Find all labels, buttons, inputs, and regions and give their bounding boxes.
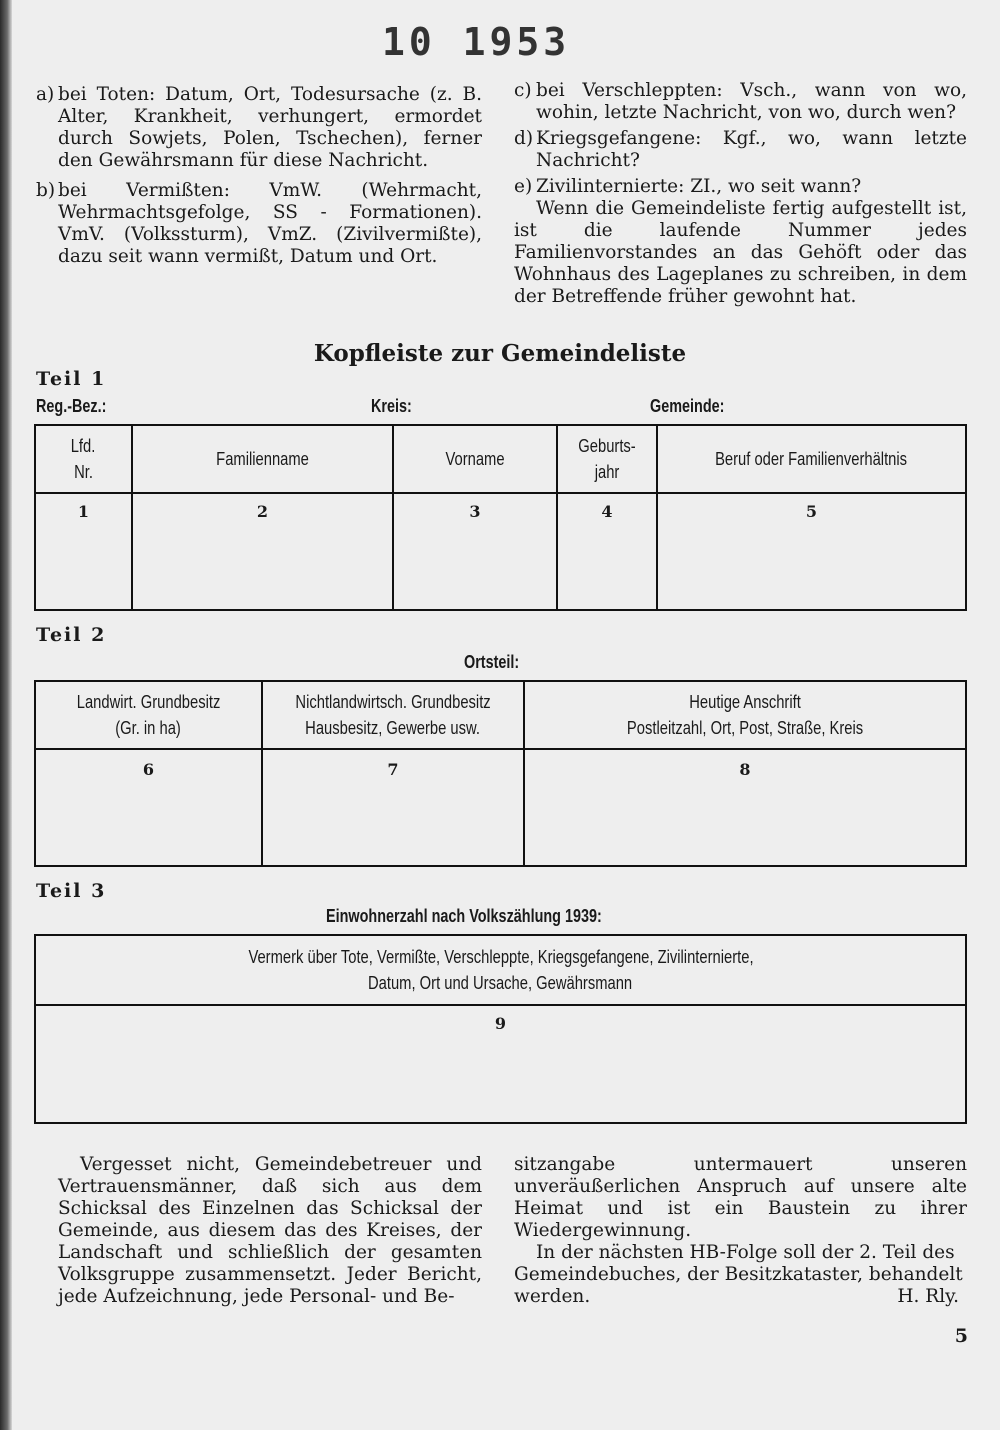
footer-paragraph: Vergesset nicht, Gemeindebetreuer und Vertrauensmänner, daß sich aus dem Schicksal des Einzelnen das Schicksal der Gemeinde, aus diesem das des Kreises, der Landschaft und schließlich der gesamten Volksgruppe zusammensetzt. Jeder Bericht, jede Aufzeichnung, jede Personal- und Be- (58, 1154, 482, 1307)
table-divider (36, 1004, 965, 1006)
header-line: Beruf oder Familienverhältnis (715, 449, 908, 469)
book-binding-edge (0, 0, 12, 1430)
header-line: Landwirt. Grundbesitz (76, 692, 221, 712)
column-number: 9 (494, 1014, 507, 1033)
header-line: Familienname (216, 449, 309, 469)
column-header-heutige-anschrift (525, 682, 965, 748)
header-line: Postleitzahl, Ort, Post, Straße, Kreis (626, 718, 864, 738)
header-line: Vorname (445, 449, 505, 469)
author-signature: H. Rly. (897, 1286, 959, 1307)
column-number: 5 (805, 502, 818, 521)
list-item-b (36, 180, 482, 268)
column-number: 8 (739, 760, 751, 779)
column-header-landwirt-grundbesitz (36, 682, 261, 748)
list-marker: b) (36, 180, 56, 201)
column-header-familienname (133, 426, 392, 492)
list-text: bei Toten: Datum, Ort, Todesursache (z. B. Alter, Krankheit, verhungert, ermordet durch Sowjets, Polen, Tschechen), ferner den Gewährsmann für diese Nachricht. (58, 84, 482, 171)
list-item-e (514, 176, 967, 198)
header-line: Lfd. (71, 436, 96, 456)
header-line: Datum, Ort und Ursache, Gewährsmann (368, 973, 633, 993)
header-line: jahr (594, 462, 620, 482)
einwohnerzahl-label (326, 906, 671, 927)
column-header-vermerk (36, 936, 965, 1004)
column-number: 6 (142, 760, 155, 779)
list-marker: c) (514, 80, 532, 101)
column-number: 4 (601, 502, 613, 521)
kreis-text: Kreis: (371, 396, 412, 416)
footer-right-column (514, 1154, 967, 1308)
column-number: 7 (387, 760, 399, 779)
list-text: Zivilinternierte: ZI., wo seit wann? (536, 176, 862, 197)
header-line: Heutige Anschrift (689, 692, 801, 712)
column-number: 3 (469, 502, 481, 521)
table-divider (36, 492, 965, 494)
list-marker: a) (36, 84, 55, 105)
header-line: Nr. (74, 462, 93, 482)
header-line: Nichtlandwirtsch. Grundbesitz (295, 692, 491, 712)
header-line: Hausbesitz, Gewerbe usw. (305, 718, 481, 738)
column-header-nichtlandwirt-grundbesitz (263, 682, 523, 748)
header-line: (Gr. in ha) (115, 718, 182, 738)
footer-paragraph: sitzangabe untermauert unseren unveräußerlichen Anspruch auf unsere alte Heimat und ist ein Baustein zu ihrer Wiedergewinnung. (514, 1154, 967, 1241)
ortsteil-label (464, 652, 533, 673)
gemeinde-label (650, 396, 743, 417)
column-header-vorname (394, 426, 556, 492)
teil1-label: Teil 1 (36, 368, 107, 390)
date-stamp: 10 1953 (382, 20, 571, 64)
header-line: Geburts- (578, 436, 636, 456)
page-number: 5 (954, 1325, 968, 1347)
list-item-a (36, 84, 482, 172)
left-column-instructions (36, 84, 482, 276)
footer-left-column (58, 1154, 482, 1308)
list-item-d (514, 128, 967, 172)
list-marker: e) (514, 176, 533, 197)
footer-paragraph-2-text: In der nächsten HB-Folge soll der 2. Teil des Gemeindebuches, der Besitzkataster, behandelt werden. (514, 1242, 963, 1307)
instruction-paragraph: Wenn die Gemeindeliste fertig aufgestellt ist, ist die laufende Nummer jedes Familienvorstandes an das Gehöft oder das Wohnhaus des Lageplanes zu schreiben, in dem der Betreffende früher gewohnt hat. (514, 198, 967, 307)
gemeinde-text: Gemeinde: (650, 396, 725, 416)
list-item-c (514, 80, 967, 124)
list-marker: d) (514, 128, 534, 149)
kreis-label (371, 396, 422, 417)
column-header-lfd-nr (36, 426, 131, 492)
teil2-table (34, 680, 967, 867)
footer-paragraph-2 (514, 1242, 967, 1308)
table-divider (36, 748, 965, 750)
teil3-label: Teil 3 (36, 880, 107, 902)
column-number: 2 (256, 502, 269, 521)
reg-bez-text: Reg.-Bez.: (36, 396, 107, 416)
list-text: bei Vermißten: VmW. (Wehrmacht, Wehrmachtsgefolge, SS - Formationen). VmV. (Volkssturm), VmZ. (Zivilvermißte), dazu seit wann vermißt, Datum und Ort. (58, 180, 482, 267)
ortsteil-text: Ortsteil: (464, 652, 520, 672)
column-header-geburtsjahr (558, 426, 656, 492)
right-column-instructions (514, 80, 967, 308)
column-header-beruf (658, 426, 965, 492)
teil2-label: Teil 2 (36, 624, 107, 646)
list-text: Kriegsgefangene: Kgf., wo, wann letzte Nachricht? (536, 128, 967, 171)
teil1-table (34, 424, 967, 611)
list-text: bei Verschleppten: Vsch., wann von wo, wohin, letzte Nachricht, von wo, durch wen? (536, 80, 967, 123)
form-title: Kopfleiste zur Gemeindeliste (313, 340, 687, 367)
header-line: Vermerk über Tote, Vermißte, Verschleppte, Kriegsgefangene, Zivilinternierte, (247, 947, 754, 967)
teil3-table (34, 934, 967, 1124)
reg-bez-label (36, 396, 124, 417)
einwohnerzahl-text: Einwohnerzahl nach Volkszählung 1939: (326, 906, 602, 926)
column-number: 1 (77, 502, 90, 521)
